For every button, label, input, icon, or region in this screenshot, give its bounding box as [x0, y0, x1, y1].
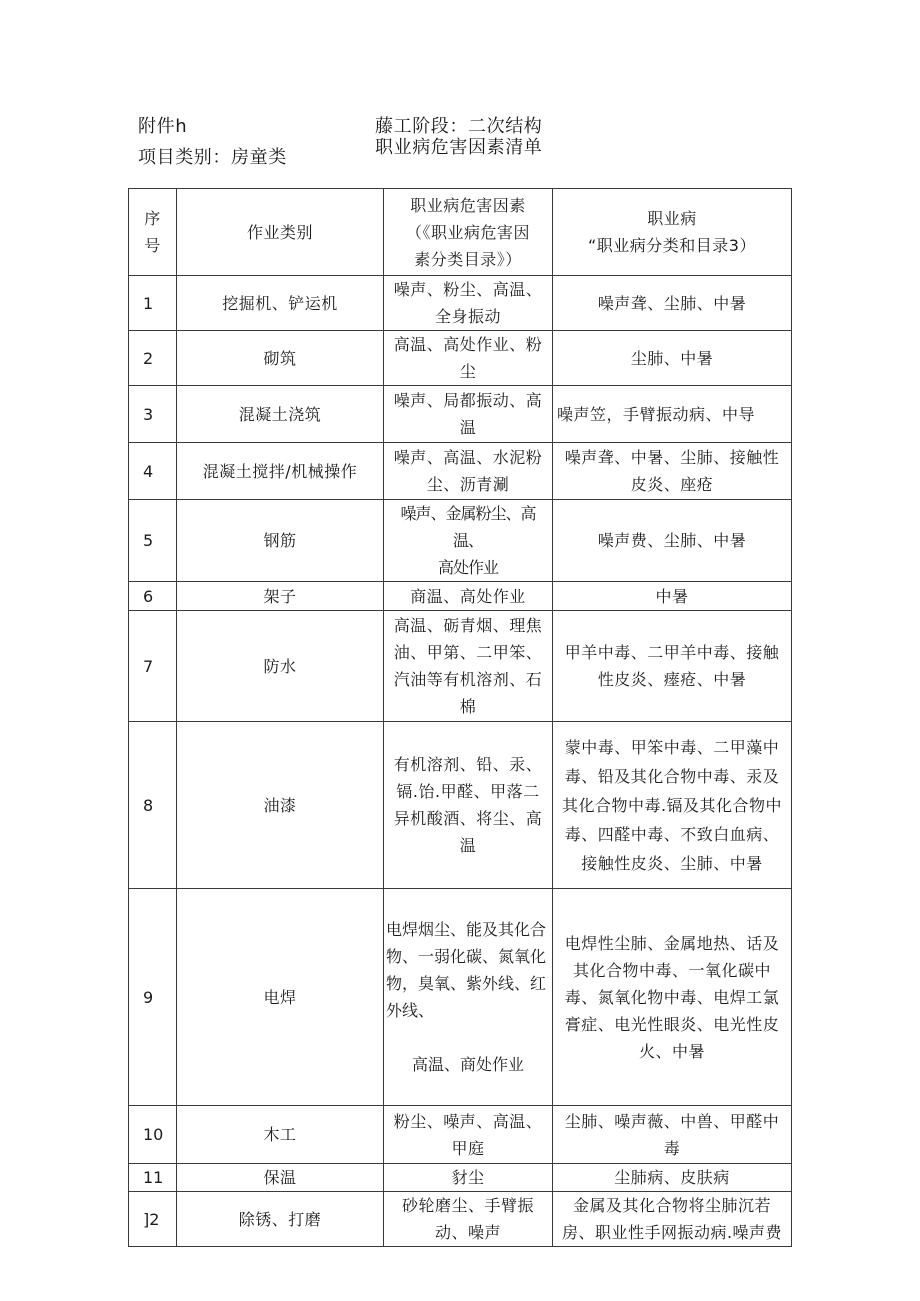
- hazards-cell: 噪声、粉尘、高温、 全身振动: [384, 276, 553, 331]
- row-number: 10: [129, 1106, 177, 1164]
- diseases-cell: 蒙中毒、甲笨中毒、二甲藻中 毒、铅及其化合物中毒、汞及 其化合物中毒.镉及其化合物中 毒、四醛中毒、不致白血病、 接触性皮炎、尘肺、中暑: [553, 722, 792, 889]
- work-type-cell: 砌筑: [177, 331, 384, 386]
- diseases-cell: 噪声笠，手臂振动病、中导: [553, 386, 792, 443]
- table-row: [129, 889, 792, 1106]
- work-type-cell: 保温: [177, 1164, 384, 1192]
- diseases-cell: 甲羊中毒、二甲羊中毒、接触 性皮炎、瘗疮、中暑: [553, 611, 792, 722]
- col-header-hazards: 职业病危害因素 （《职业病危害因 素分类目录》）: [384, 189, 553, 276]
- hazards-cell: [384, 889, 553, 1106]
- row-number: 2: [129, 331, 177, 386]
- work-type-cell: 木工: [177, 1106, 384, 1164]
- work-type-cell: 架子: [177, 582, 384, 611]
- hazards-cell: 豺尘: [384, 1164, 553, 1192]
- table-row: [129, 443, 792, 500]
- project-category: 项目类别：房童类: [138, 147, 287, 168]
- work-type-cell: 混凝土搅拌/机械操作: [177, 443, 384, 500]
- col-header-no: 序 号: [129, 189, 177, 276]
- hazards-cell: 噪声、局都振动、高 温: [384, 386, 553, 443]
- work-type-cell: 钢筋: [177, 500, 384, 582]
- hazards-cell: 高温、砺青烟、理焦 油、甲第、二甲笨、 汽油等有机溶剂、石 棉: [384, 611, 553, 722]
- hazard-table: [128, 188, 792, 1247]
- work-type-cell: 混凝土浇筑: [177, 386, 384, 443]
- col-header-work-type: 作业类别: [177, 189, 384, 276]
- row-number: 5: [129, 500, 177, 582]
- diseases-cell: 尘肺、中暑: [553, 331, 792, 386]
- row-number: 3: [129, 386, 177, 443]
- diseases-cell: 尘肺病、皮肤病: [553, 1164, 792, 1192]
- hazards-cell: 噪声、金属粉尘、高温、 高处作业: [384, 500, 553, 582]
- row-number: 7: [129, 611, 177, 722]
- diseases-cell: 噪声聋、中暑、尘肺、接触性 皮炎、座疮: [553, 443, 792, 500]
- row-number: 6: [129, 582, 177, 611]
- row-number: 11: [129, 1164, 177, 1192]
- work-type-cell: 除锈、打磨: [177, 1192, 384, 1247]
- hazards-cell: 噪声、高温、水泥粉 尘、沥青涮: [384, 443, 553, 500]
- attachment-label: 附件h: [138, 116, 188, 137]
- table-row: [129, 722, 792, 889]
- work-type-cell: 油漆: [177, 722, 384, 889]
- table-row: [129, 1164, 792, 1192]
- diseases-cell: 尘肺、噪声薇、中兽、甲醛中 毒: [553, 1106, 792, 1164]
- construction-phase: 藤工阶段：二次结构: [375, 116, 543, 137]
- table-row: [129, 611, 792, 722]
- document-title: 职业病危害因素清单: [375, 137, 543, 158]
- table-row: [129, 500, 792, 582]
- table-row: [129, 331, 792, 386]
- diseases-cell: 金属及其化合物将尘肺沉若 房、职业性手网振动病.噪声费: [553, 1192, 792, 1247]
- row-number: 4: [129, 443, 177, 500]
- row-number: 9: [129, 889, 177, 1106]
- table-row: [129, 1192, 792, 1247]
- hazards-cell: 粉尘、噪声、高温、 甲庭: [384, 1106, 553, 1164]
- diseases-cell: 中暑: [553, 582, 792, 611]
- row-number: 1: [129, 276, 177, 331]
- hazards-cell: 高温、高处作业、粉 尘: [384, 331, 553, 386]
- row-number: 8: [129, 722, 177, 889]
- table-row: [129, 276, 792, 331]
- work-type-cell: 挖掘机、铲运机: [177, 276, 384, 331]
- row-number: ]2: [129, 1192, 177, 1247]
- col-header-diseases: 职业病 “职业病分类和目录3）: [553, 189, 792, 276]
- diseases-cell: 噪声聋、尘肺、中暑: [553, 276, 792, 331]
- table-row: [129, 582, 792, 611]
- hazards-text: 电焊烟尘、能及其化合 物、一弱化碳、氮氧化 物，臭氧、紫外线、红 外线、: [386, 920, 547, 1020]
- hazards-cell: 砂轮磨尘、手臂振 动、噪声: [384, 1192, 553, 1247]
- table-header-row: [129, 189, 792, 276]
- work-type-cell: 电焊: [177, 889, 384, 1106]
- diseases-cell: 电焊性尘肺、金属地热、话及 其化合物中毒、一氧化碳中 毒、氮氧化物中毒、电焊工氯 膏症、电光性眼炎、电光性皮 火、中暑: [553, 889, 792, 1106]
- hazards-text-continued: 高温、商处作业: [411, 1055, 524, 1074]
- diseases-cell: 噪声费、尘肺、中暑: [553, 500, 792, 582]
- table-row: [129, 1106, 792, 1164]
- work-type-cell: 防水: [177, 611, 384, 722]
- hazards-cell: 有机溶剂、铅、汞、 镉.饴.甲醛、甲落二 异机酸酒、将尘、高 温: [384, 722, 553, 889]
- table-row: [129, 386, 792, 443]
- hazards-cell: 商温、高处作业: [384, 582, 553, 611]
